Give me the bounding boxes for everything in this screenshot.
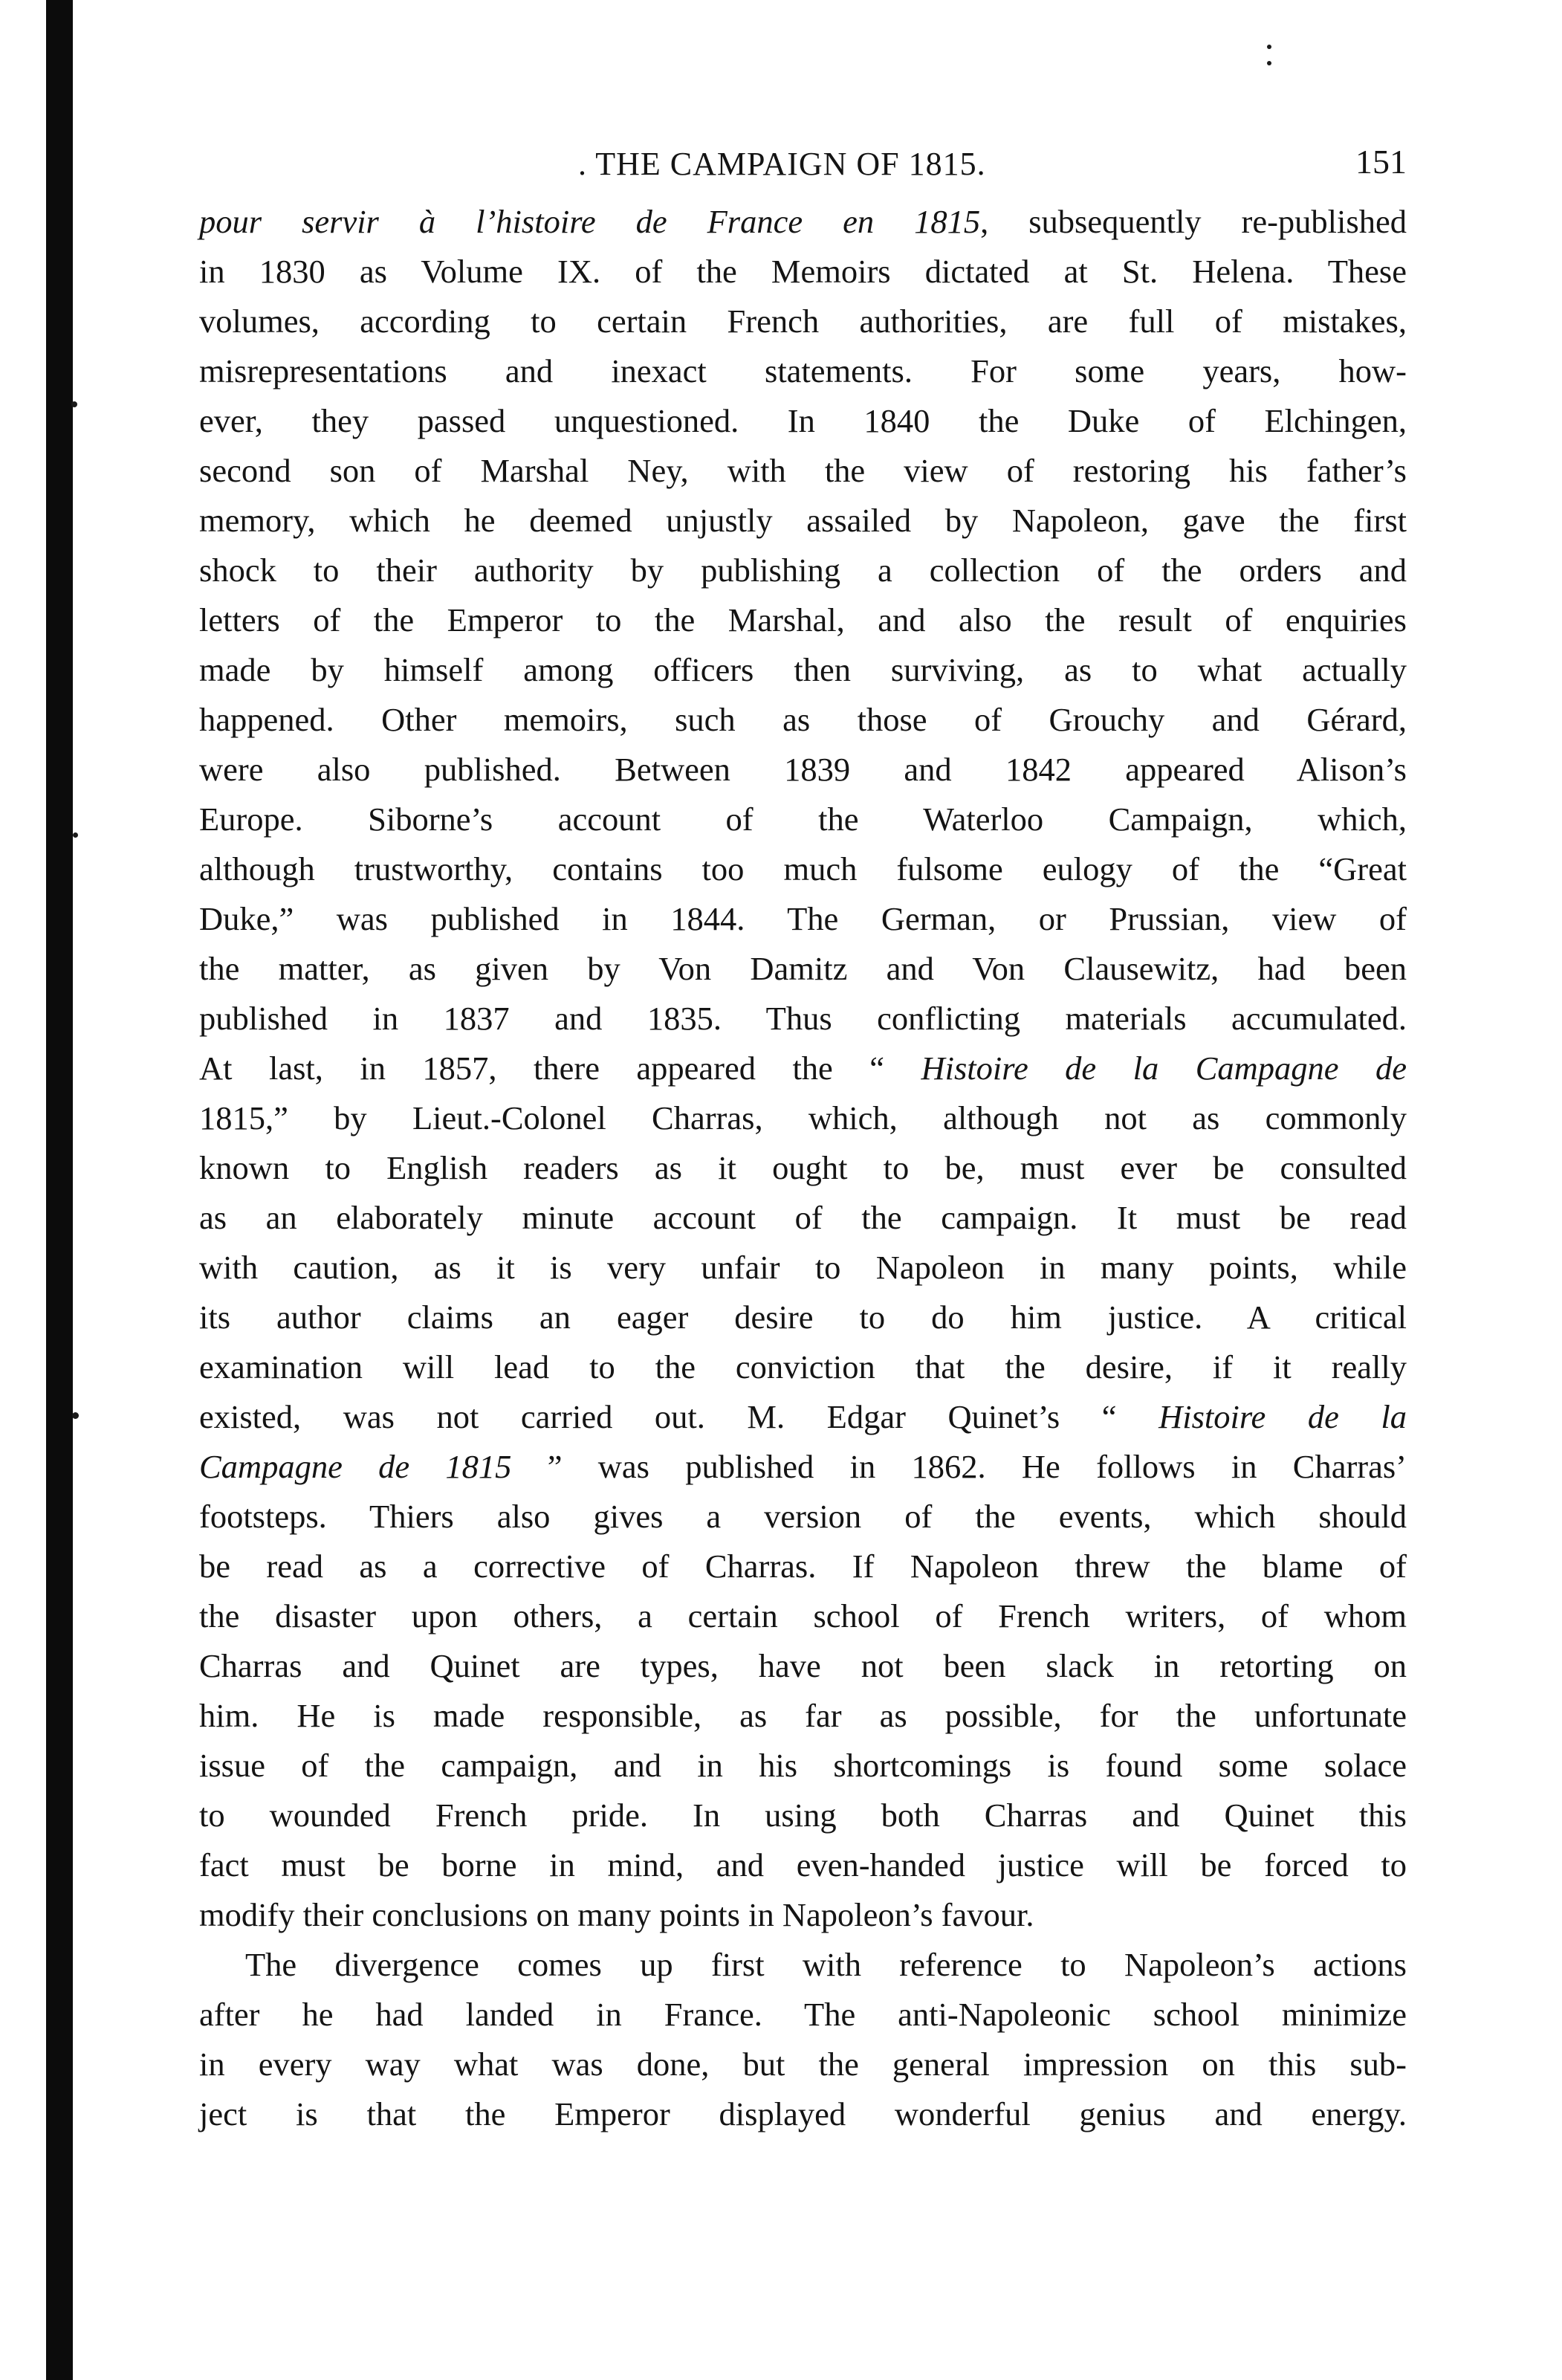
text-line: misrepresentations and inexact statements. For some years, how- [199,352,1407,389]
text-line-with-italic [199,1044,1407,1093]
text-line: known to English readers as it ought to be, must ever be consulted [199,1149,1407,1186]
text-line: footsteps. Thiers also gives a version of the events, which should [199,1498,1407,1535]
text-line: with caution, as it is very unfair to Napoleon in many points, while [199,1249,1407,1286]
text-line: Charras and Quinet are types, have not been slack in retorting on [199,1647,1407,1684]
binding-speck [1267,45,1271,49]
text-line: examination will lead to the conviction that the desire, if it really [199,1348,1407,1385]
text-line: Europe. Siborne’s account of the Waterloo Campaign, which, [199,801,1407,838]
text-span: , subsequently re-published [980,203,1407,240]
text-span: At last, in 1857, there appeared the “ [199,1050,921,1087]
text-line: happened. Other memoirs, such as those of Grouchy and Gérard, [199,701,1407,738]
text-span: existed, was not carried out. M. Edgar Quinet’s “ [199,1398,1159,1435]
text-line: although trustworthy, contains too much fulsome eulogy of the “Great [199,850,1407,887]
binding-speck [73,832,78,838]
text-line: its author claims an eager desire to do him justice. A critical [199,1299,1407,1336]
italic-title: Histoire de la Campagne de [921,1050,1407,1087]
italic-title: Campagne de 1815 [199,1448,512,1485]
text-line: in every way what was done, but the general impression on this sub- [199,2046,1407,2083]
text-line: Duke,” was published in 1844. The German, or Prussian, view of [199,900,1407,937]
running-title: . THE CAMPAIGN OF 1815. [578,146,986,182]
text-line: ject is that the Emperor displayed wonderful genius and energy. [199,2095,1407,2132]
running-head [199,138,1407,197]
text-line: the disaster upon others, a certain school of French writers, of whom [199,1597,1407,1634]
paragraph-1 [199,197,1407,1940]
text-line: published in 1837 and 1835. Thus conflicting materials accumulated. [199,1000,1407,1037]
binding-speck [1267,61,1271,65]
binding-speck [71,401,77,407]
text-line: The divergence comes up first with reference to Napoleon’s actions [245,1946,1407,1983]
text-line: him. He is made responsible, as far as possible, for the unfortunate [199,1697,1407,1734]
text-line-with-italic [199,1392,1407,1442]
text-line: 1815,” by Lieut.-Colonel Charras, which, although not as commonly [199,1099,1407,1136]
binding-edge [46,0,73,2380]
page-number: 151 [1355,143,1407,181]
text-line: letters of the Emperor to the Marshal, and also the result of enquiries [199,601,1407,638]
text-line: were also published. Between 1839 and 1842 appeared Alison’s [199,751,1407,788]
text-line: shock to their authority by publishing a collection of the orders and [199,552,1407,589]
french-title-italic: pour servir à l’histoire de France en 1815 [199,203,981,240]
text-line-with-italic [199,1442,1407,1492]
text-line [199,197,1407,247]
text-span: ” was published in 1862. He follows in Charras’ [511,1448,1407,1485]
text-line: ever, they passed unquestioned. In 1840 the Duke of Elchingen, [199,402,1407,439]
text-line: to wounded French pride. In using both Charras and Quinet this [199,1797,1407,1834]
text-line: modify their conclusions on many points in Napoleon’s favour. [199,1896,1034,1933]
text-line: memory, which he deemed unjustly assailed by Napoleon, gave the first [199,502,1407,539]
text-line: made by himself among officers then surviving, as to what actually [199,651,1407,688]
text-line: in 1830 as Volume IX. of the Memoirs dictated at St. Helena. These [199,253,1407,290]
text-line: be read as a corrective of Charras. If Napoleon threw the blame of [199,1548,1407,1585]
text-line: the matter, as given by Von Damitz and Von Clausewitz, had been [199,950,1407,987]
text-line: fact must be borne in mind, and even-handed justice will be forced to [199,1846,1407,1883]
text-line: issue of the campaign, and in his shortcomings is found some solace [199,1747,1407,1784]
italic-title: Histoire de la [1158,1398,1407,1435]
text-line: second son of Marshal Ney, with the view of restoring his father’s [199,452,1407,489]
text-line: as an elaborately minute account of the campaign. It must be read [199,1199,1407,1236]
text-line: after he had landed in France. The anti-Napoleonic school minimize [199,1996,1407,2033]
paragraph-2 [199,1940,1407,2139]
book-page [199,138,1407,2139]
text-line: volumes, according to certain French authorities, are full of mistakes, [199,303,1407,340]
binding-speck [72,1412,79,1419]
